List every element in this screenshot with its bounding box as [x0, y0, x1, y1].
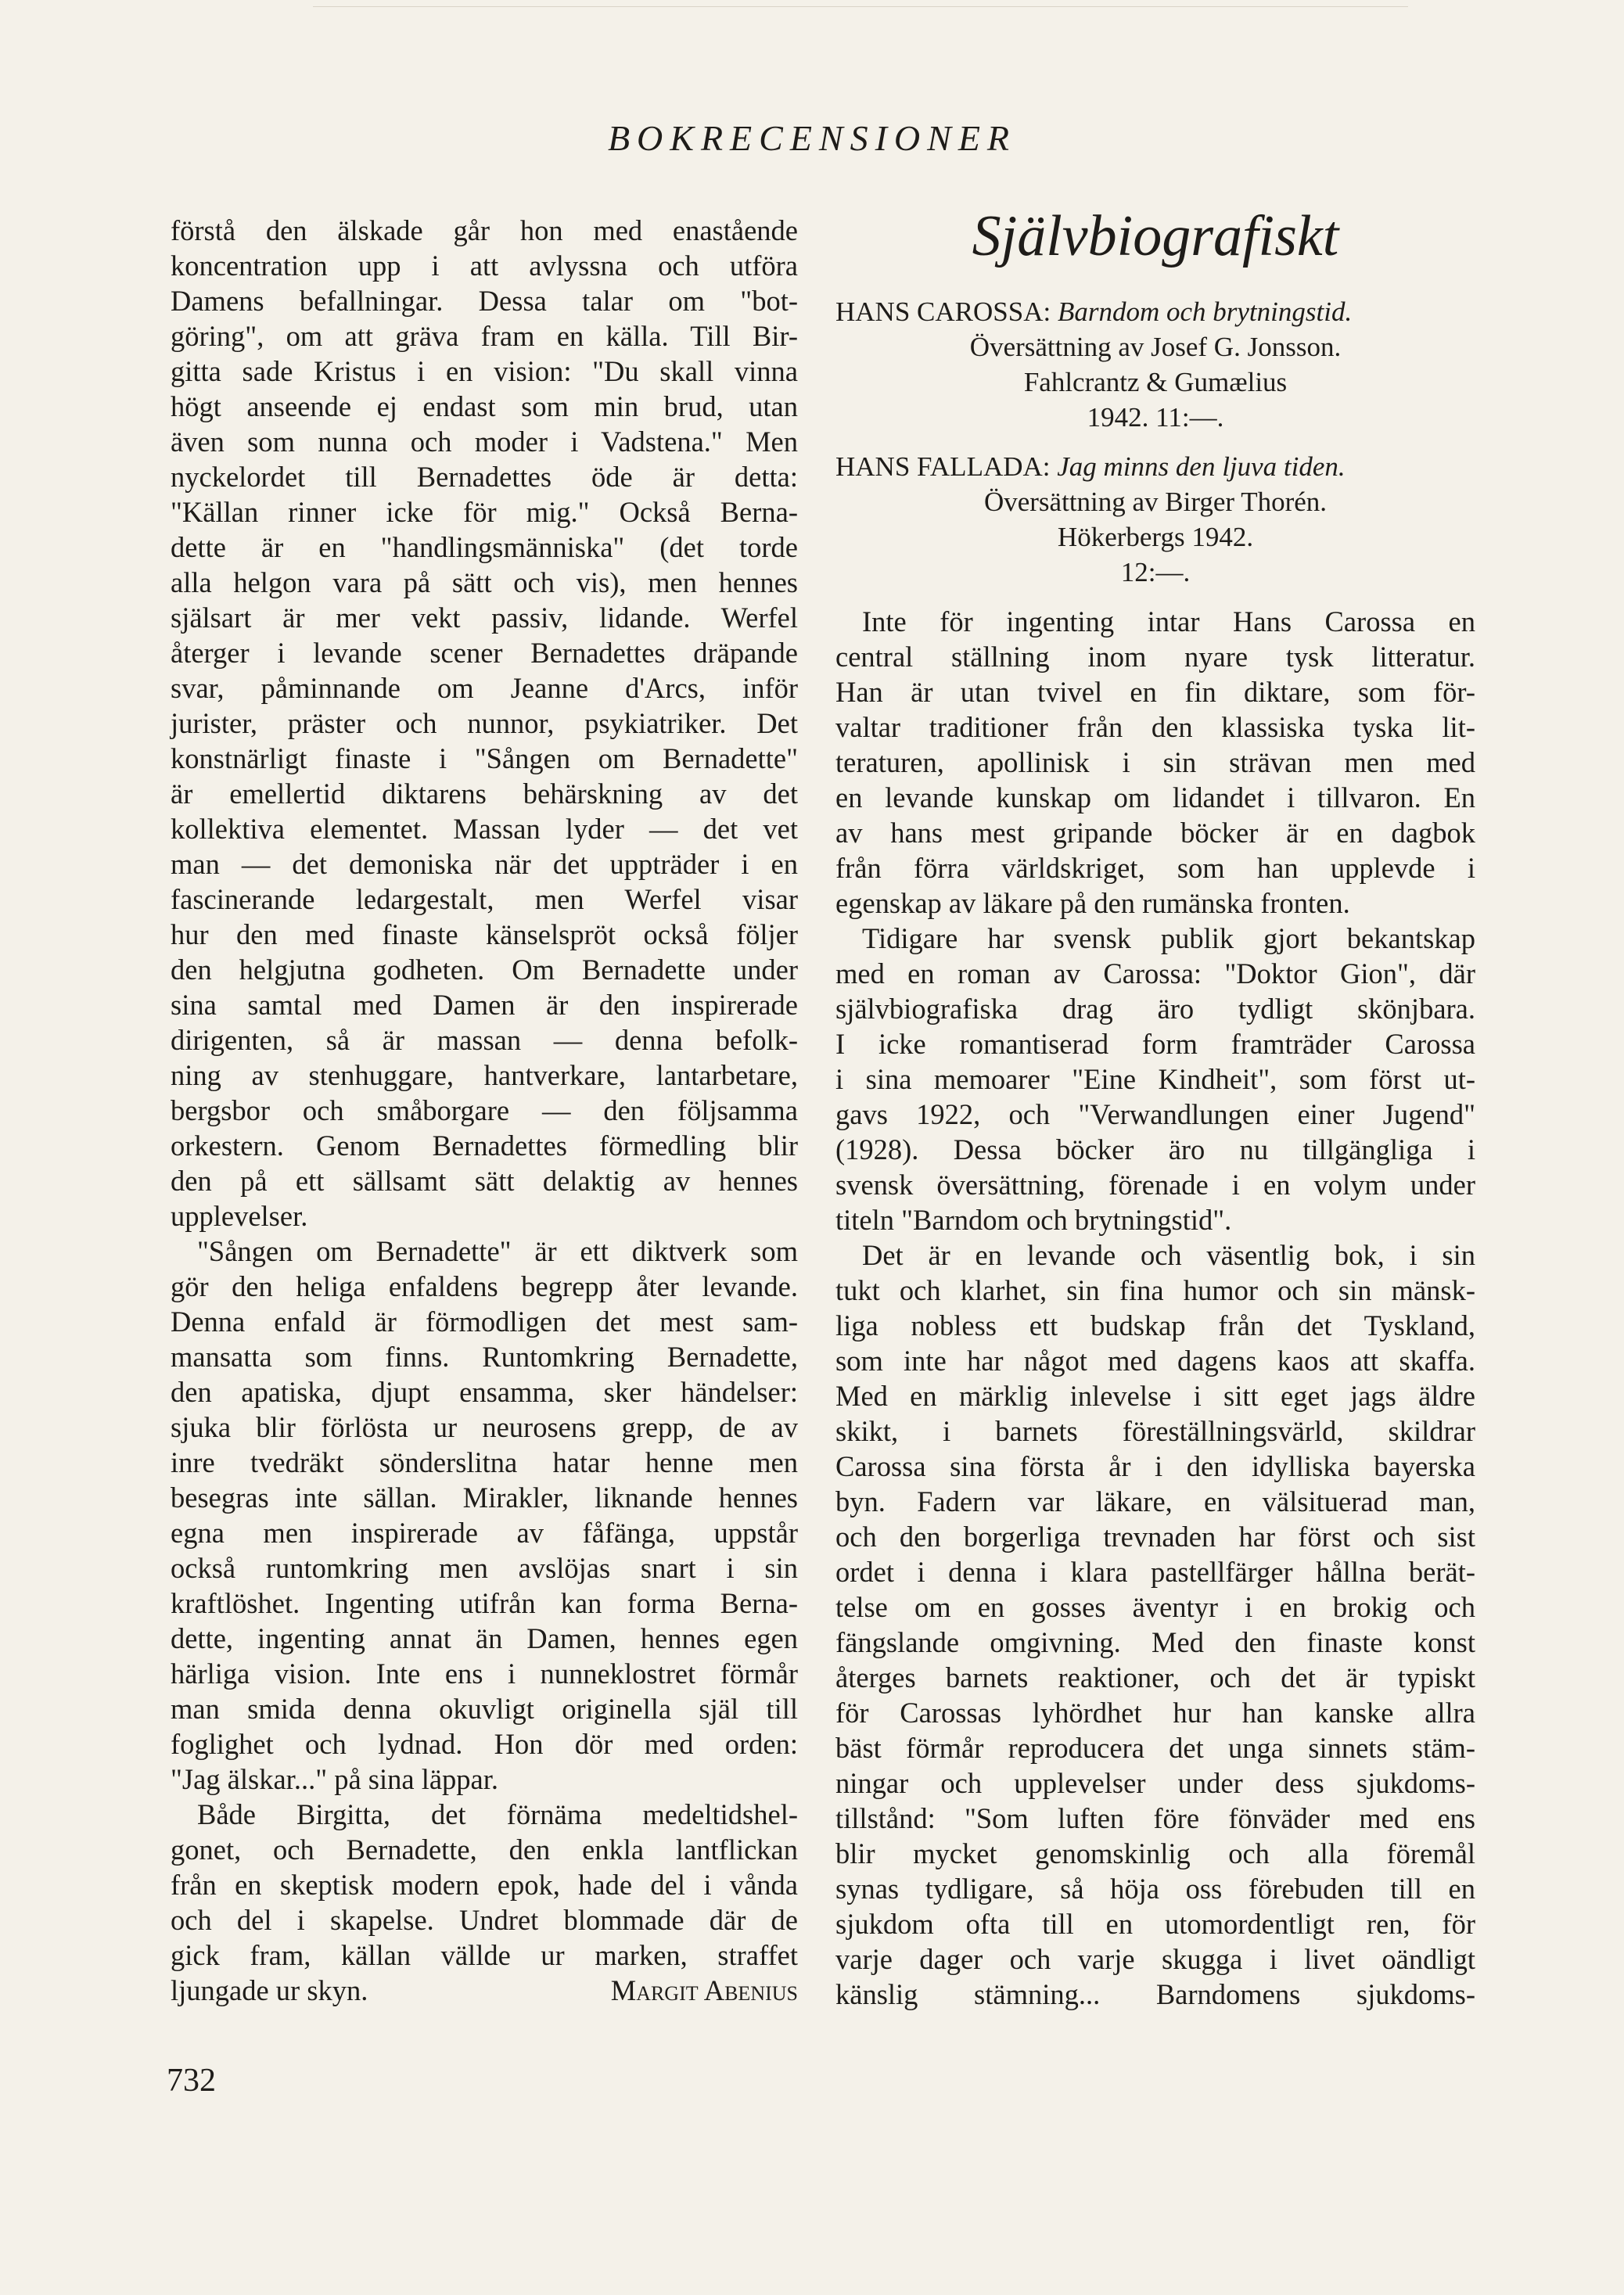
text-line: högt anseende ej endast som min brud, utan	[171, 390, 798, 422]
text-line: dette, ingenting annat än Damen, hennes egen	[171, 1622, 798, 1654]
text-line: Både Birgitta, det förnäma medeltidshel-	[197, 1798, 798, 1830]
running-head: BOKRECENSIONER	[607, 118, 1017, 158]
book-price: 12:—.	[1120, 557, 1191, 587]
text-line: alla helgon vara på sätt och vis), men hennes	[171, 566, 798, 598]
text-line: kollektiva elementet. Massan lyder — det vet	[171, 813, 798, 845]
text-line: och del i skapelse. Undret blommade där de	[171, 1904, 798, 1936]
text-line: skikt, i barnets föreställningsvärld, skildrar	[835, 1415, 1475, 1447]
text-line: valtar traditioner från den klassiska tyska lit-	[835, 711, 1475, 743]
text-line: är emellertid diktarens behärskning av det	[171, 778, 798, 810]
text-line: varje dager och varje skugga i livet oändligt	[835, 1943, 1475, 1975]
top-edge-line	[313, 6, 1408, 7]
page-number: 732	[167, 2063, 216, 2099]
text-line: Med en märklig inlevelse i sitt eget jags äldre	[835, 1380, 1475, 1412]
book-entry-fallada	[835, 449, 1475, 590]
text-line: återger i levande scener Bernadettes dräpande	[171, 637, 798, 669]
text-line: gick fram, källan vällde ur marken, straffet	[171, 1939, 798, 1971]
book-heading	[835, 294, 1475, 329]
text-line: koncentration upp i att avlyssna och utföra	[171, 250, 798, 282]
text-line: Tidigare har svensk publik gjort bekantskap	[862, 922, 1475, 954]
text-line: dette är en "handlingsmänniska" (det torde	[171, 531, 798, 563]
text-line: och den borgerliga trevnaden har först och sist	[835, 1521, 1475, 1553]
text-line: gavs 1922, och "Verwandlungen einer Jugend"	[835, 1098, 1475, 1130]
text-line: telse om en gosses äventyr i en brokig och	[835, 1591, 1475, 1623]
text-line: (1928). Dessa böcker äro nu tillgängliga i	[835, 1133, 1475, 1165]
book-title: Barndom och brytningstid.	[1057, 296, 1353, 327]
text-line: svar, påminnande om Jeanne d'Arcs, inför	[171, 672, 798, 704]
book-translation: Översättning av Birger Thorén.	[983, 487, 1328, 517]
text-line: teraturen, apollinisk i sin strävan men med	[835, 746, 1475, 778]
text-line: kraftlöshet. Ingenting utifrån kan forma Berna-	[171, 1587, 798, 1619]
text-line: konstnärligt finaste i "Sången om Bernadette"	[171, 742, 798, 774]
book-publisher: Hökerbergs 1942.	[1057, 522, 1254, 552]
text-line: titeln "Barndom och brytningstid".	[835, 1204, 1232, 1236]
final-line-text: ljungade ur skyn.	[171, 1974, 368, 2006]
book-entry-carossa	[835, 294, 1475, 435]
book-heading	[835, 449, 1475, 484]
text-line: svensk översättning, förenade i en volym under	[835, 1169, 1475, 1201]
text-line: mansatta som finns. Runtomkring Bernadette,	[171, 1341, 798, 1373]
text-line: tukt och klarhet, sin fina humor och sin mänsk-	[835, 1274, 1475, 1306]
text-line: den apatiska, djupt ensamma, sker händelser:	[171, 1376, 798, 1408]
review-signature: Margit Abenius	[610, 1974, 798, 2006]
text-line: inre tvedräkt sönderslitna hatar henne men	[171, 1446, 798, 1478]
text-line: egna men inspirerade av fåfänga, uppstår	[171, 1517, 798, 1549]
text-line: med en roman av Carossa: "Doktor Gion", där	[835, 957, 1475, 989]
text-line: ordet i denna i klara pastellfärger hållna berät-	[835, 1556, 1475, 1588]
text-line: Denna enfald är förmodligen det mest sam-	[171, 1306, 798, 1338]
text-line: upplevelser.	[171, 1200, 308, 1232]
text-line: som inte har något med dagens kaos att skaffa.	[835, 1345, 1475, 1377]
text-line: dirigenten, så är massan — denna befolk-	[171, 1024, 798, 1056]
right-column	[835, 204, 1475, 2012]
text-line: nyckelordet till Bernadettes öde är detta:	[171, 461, 798, 493]
text-line: "Källan rinner icke för mig." Också Berna-	[171, 496, 798, 528]
text-line: man smida denna okuvligt originella själ till	[171, 1693, 798, 1725]
text-line: fascinerande ledargestalt, men Werfel visar	[171, 883, 798, 915]
text-line: "Sången om Bernadette" är ett diktverk som	[197, 1235, 798, 1267]
text-line: orkestern. Genom Bernadettes förmedling blir	[171, 1130, 798, 1162]
book-author: HANS FALLADA:	[835, 451, 1051, 482]
text-line: gitta sade Kristus i en vision: "Du skall vinna	[171, 355, 798, 387]
text-line: central ställning inom nyare tysk litteratur.	[835, 641, 1475, 673]
text-line: I icke romantiserad form framträder Carossa	[835, 1028, 1475, 1060]
text-line: egenskap av läkare på den rumänska fronten.	[835, 887, 1350, 919]
text-line: gonet, och Bernadette, den enkla lantflickan	[171, 1833, 798, 1866]
book-author: HANS CAROSSA:	[835, 296, 1051, 327]
text-line: tillstånd: "Som luften före fönväder med ens	[835, 1802, 1475, 1834]
text-line: i sina memoarer "Eine Kindheit", som först ut-	[835, 1063, 1475, 1095]
text-line: Carossa sina första år i den idylliska bayerska	[835, 1450, 1475, 1482]
text-line: för Carossas lyhördhet hur han kanske allra	[835, 1697, 1475, 1729]
text-line: av hans mest gripande böcker är en dagbok	[835, 817, 1475, 849]
book-translation: Översättning av Josef G. Jonsson.	[969, 332, 1342, 362]
section-title: Självbiografiskt	[972, 204, 1339, 268]
left-column-text	[171, 213, 798, 1973]
text-line: fängslande omgivning. Med den finaste konst	[835, 1626, 1475, 1658]
signature-line	[171, 1973, 798, 2008]
text-line: Damens befallningar. Dessa talar om "bot-	[171, 285, 798, 317]
text-line: en levande kunskap om lidandet i tillvaron. En	[835, 781, 1475, 813]
text-line: bäst förmår reproducera det unga sinnets stäm-	[835, 1732, 1475, 1764]
text-line: besegras inte sällan. Mirakler, liknande hennes	[171, 1482, 798, 1514]
text-line: Inte för ingenting intar Hans Carossa en	[862, 605, 1475, 638]
text-line: sjukdom ofta till en utomordentligt ren, för	[835, 1908, 1475, 1940]
text-line: den helgjutna godheten. Om Bernadette under	[171, 954, 798, 986]
text-line: hur den med finaste känselspröt också följer	[171, 918, 798, 950]
text-line: blir mycket genomskinlig och alla föremål	[835, 1837, 1475, 1869]
text-line: förstå den älskade går hon med enastående	[171, 214, 798, 246]
text-line: ningar och upplevelser under dess sjukdoms-	[835, 1767, 1475, 1799]
right-column-text	[835, 604, 1475, 2012]
text-line: från förra världskriget, som han upplevde i	[835, 852, 1475, 884]
text-line: Han är utan tvivel en fin diktare, som för-	[835, 676, 1475, 708]
text-line: Det är en levande och väsentlig bok, i sin	[862, 1239, 1475, 1271]
text-line: känslig stämning... Barndomens sjukdoms-	[835, 1978, 1475, 2010]
text-line: jurister, präster och nunnor, psykiatriker. Det	[171, 707, 798, 739]
text-line: själsart är mer vekt passiv, lidande. Werfel	[171, 602, 798, 634]
text-line: härliga vision. Inte ens i nunneklostret förmår	[171, 1658, 798, 1690]
text-line: den på ett sällsamt sätt delaktig av hennes	[171, 1165, 798, 1197]
text-line: byn. Fadern var läkare, en välsituerad man,	[835, 1485, 1475, 1517]
text-line: självbiografiska drag äro tydligt skönjbara.	[835, 993, 1475, 1025]
book-title: Jag minns den ljuva tiden.	[1057, 451, 1346, 482]
text-line: sina samtal med Damen är den inspirerade	[171, 989, 798, 1021]
text-line: liga nobless ett budskap från det Tyskland,	[835, 1309, 1475, 1341]
left-column	[171, 213, 798, 2008]
book-year-price: 1942. 11:—.	[1087, 402, 1224, 433]
text-line: ning av stenhuggare, hantverkare, lantarbetare,	[171, 1059, 798, 1091]
book-publisher: Fahlcrantz & Gumælius	[1023, 367, 1288, 397]
text-line: bergsbor och småborgare — den följsamma	[171, 1094, 798, 1126]
text-line: synas tydligare, så höja oss förebuden till en	[835, 1873, 1475, 1905]
text-line: sjuka blir förlösta ur neurosens grepp, de av	[171, 1411, 798, 1443]
text-line: foglighet och lydnad. Hon dör med orden:	[171, 1728, 798, 1760]
text-line: också runtomkring men avslöjas snart i sin	[171, 1552, 798, 1584]
text-line: från en skeptisk modern epok, hade del i vånda	[171, 1869, 798, 1901]
text-line: "Jag älskar..." på sina läppar.	[171, 1763, 499, 1795]
text-line: göring", om att gräva fram en källa. Till Bir-	[171, 320, 798, 352]
text-line: även som nunna och moder i Vadstena." Men	[171, 426, 798, 458]
text-line: gör den heliga enfaldens begrepp åter levande.	[171, 1270, 798, 1302]
text-line: återges barnets reaktioner, och det är typiskt	[835, 1661, 1475, 1693]
text-line: man — det demoniska när det uppträder i en	[171, 848, 798, 880]
